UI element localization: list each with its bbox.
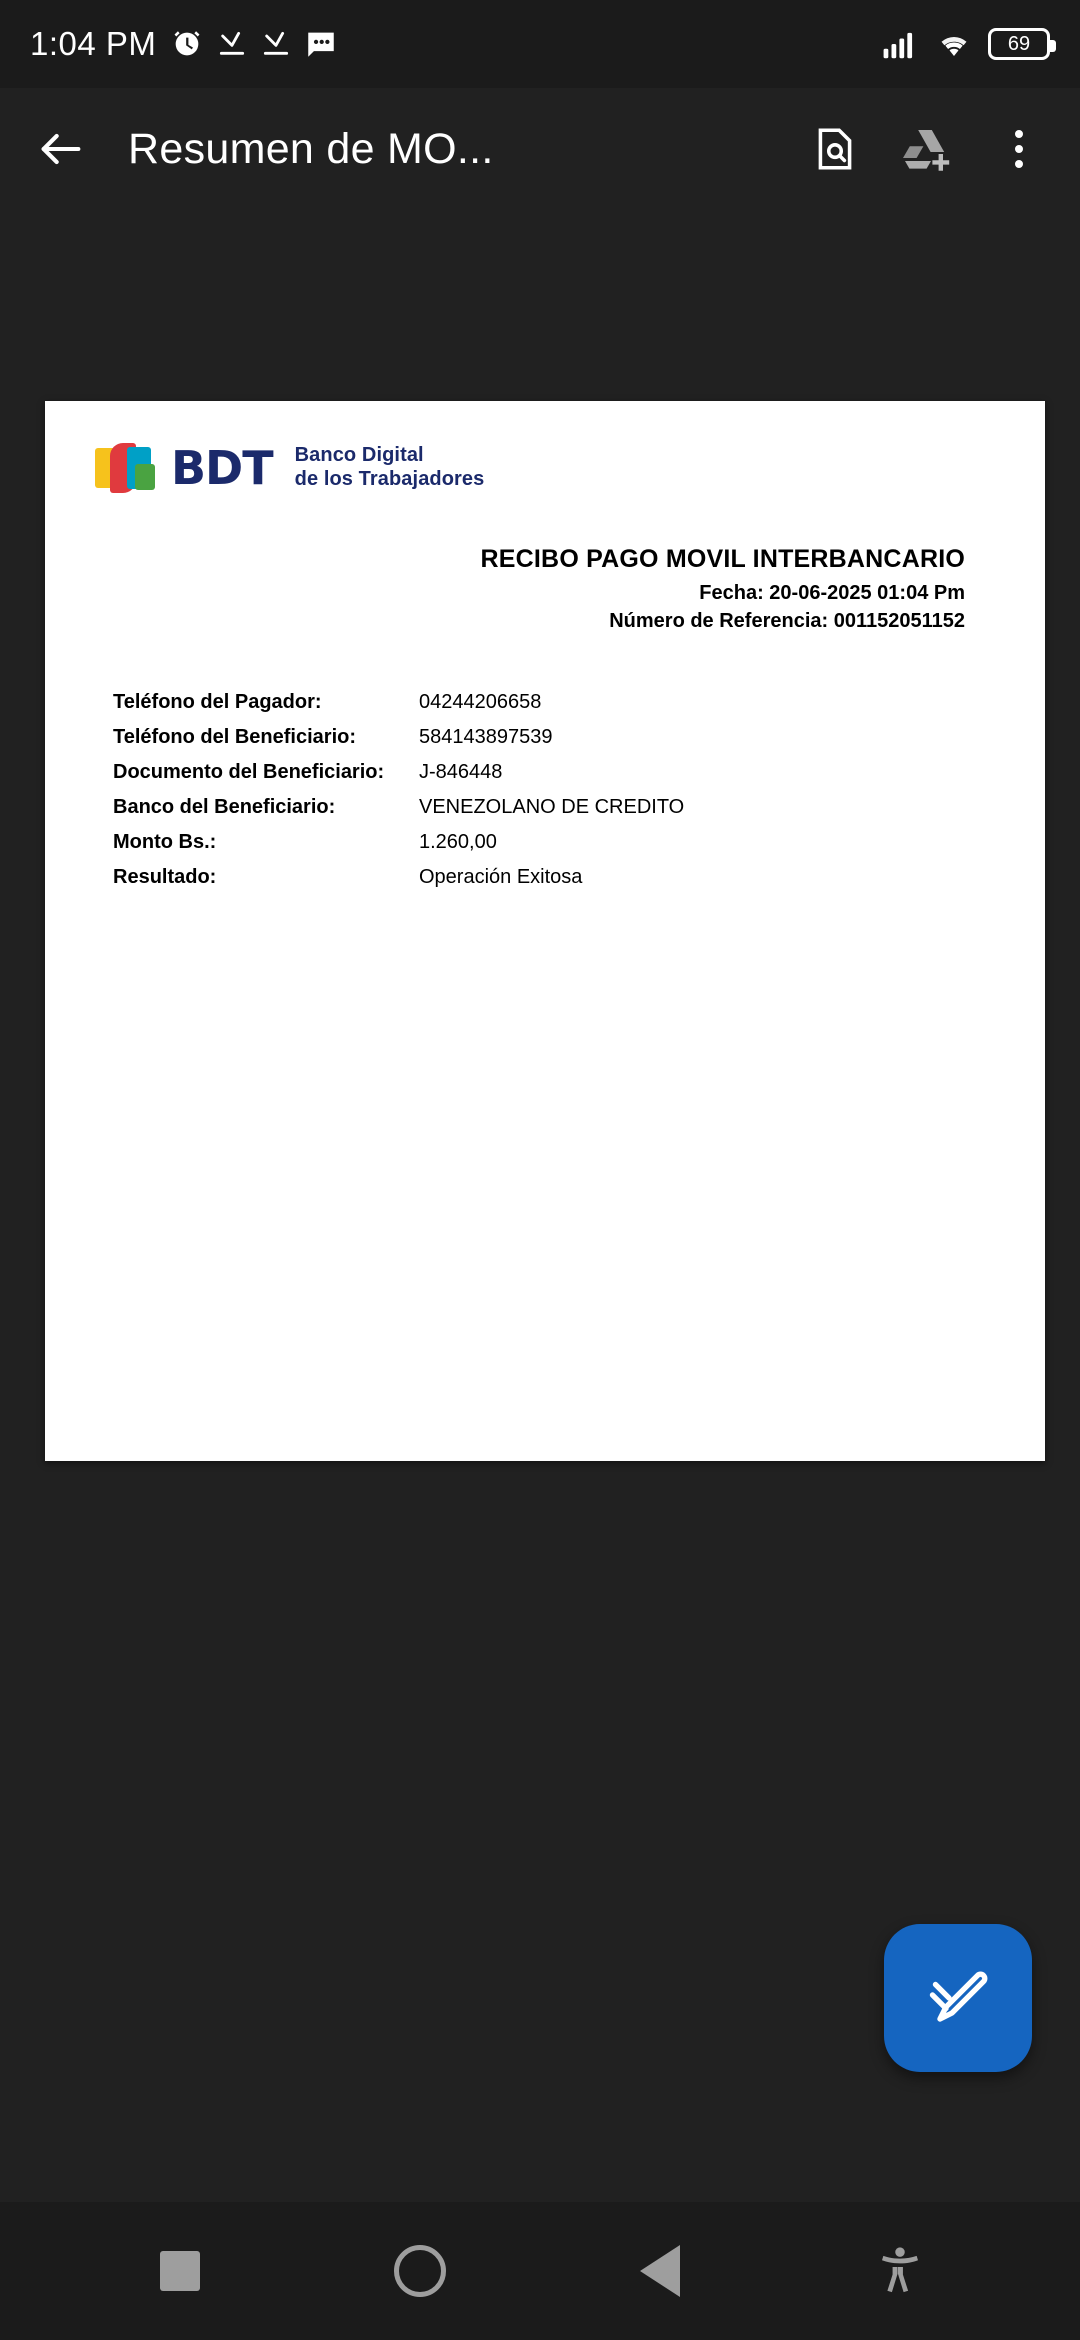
annotate-pen-icon [922,1962,994,2034]
logo-subtitle-line2: de los Trabajadores [294,468,485,490]
page-title: Resumen de MO... [128,124,494,173]
field-value: 04244206658 [419,691,542,713]
field-value: Operación Exitosa [419,866,583,888]
document-scan-icon [810,124,860,174]
table-row [95,720,995,755]
recents-square-icon [160,2251,200,2291]
table-row [95,755,995,790]
field-label: Resultado: [113,866,217,888]
drive-add-icon [899,123,955,175]
back-button[interactable] [28,116,94,182]
home-circle-icon [394,2245,446,2297]
table-row [95,790,995,825]
recents-button[interactable] [125,2216,235,2326]
signal-icon [882,28,920,60]
back-nav-button[interactable] [605,2216,715,2326]
logo-brand-text: BDT [171,441,273,495]
receipt-header [95,545,995,633]
menu-dot [1015,130,1023,138]
bdt-logo-icon [95,442,157,494]
receipt-reference: Número de Referencia: 001152051152 [609,610,965,632]
message-icon [304,27,338,61]
field-label: Monto Bs.: [113,831,217,853]
document-scan-button[interactable] [802,116,868,182]
document-page [45,401,1045,1461]
field-label: Documento del Beneficiario: [113,761,385,783]
alarm-icon [170,27,204,61]
back-arrow-icon [35,123,87,175]
home-button[interactable] [365,2216,475,2326]
logo-subtitle [287,444,485,491]
app-bar [0,88,1080,210]
accessibility-icon [873,2244,927,2298]
battery-level: 69 [1007,33,1031,55]
field-label: Banco del Beneficiario: [113,796,336,818]
field-label: Teléfono del Beneficiario: [113,726,356,748]
table-row [95,860,995,895]
status-notification-icons [170,27,338,61]
field-value: 1.260,00 [419,831,497,853]
logo-subtitle-line1: Banco Digital [294,444,424,467]
field-label: Teléfono del Pagador: [113,691,322,713]
table-row [95,825,995,860]
status-clock: 1:04 PM [30,25,157,62]
status-bar-left [30,25,338,63]
field-value: VENEZOLANO DE CREDITO [419,796,685,818]
menu-dot [1015,145,1023,153]
receipt-details-table [95,685,995,895]
status-bar-right [882,28,1050,60]
table-row [95,685,995,720]
field-value: 584143897539 [419,726,553,748]
bank-logo [95,433,995,503]
wifi-icon [934,28,974,60]
battery-icon [988,28,1050,60]
status-bar [0,0,1080,88]
drive-add-button[interactable] [894,116,960,182]
annotate-fab-button[interactable] [884,1924,1032,2072]
download-done-icon [216,28,248,60]
menu-dot [1015,160,1023,168]
navigation-bar [0,2202,1080,2340]
receipt-title: RECIBO PAGO MOVIL INTERBANCARIO [480,545,965,573]
field-value: J-846448 [419,761,503,783]
receipt-date: Fecha: 20-06-2025 01:04 Pm [699,582,965,604]
back-triangle-icon [640,2245,680,2297]
accessibility-button[interactable] [845,2216,955,2326]
download-done-icon [260,28,292,60]
document-viewer[interactable] [0,210,1080,2202]
overflow-menu-button[interactable] [986,116,1052,182]
